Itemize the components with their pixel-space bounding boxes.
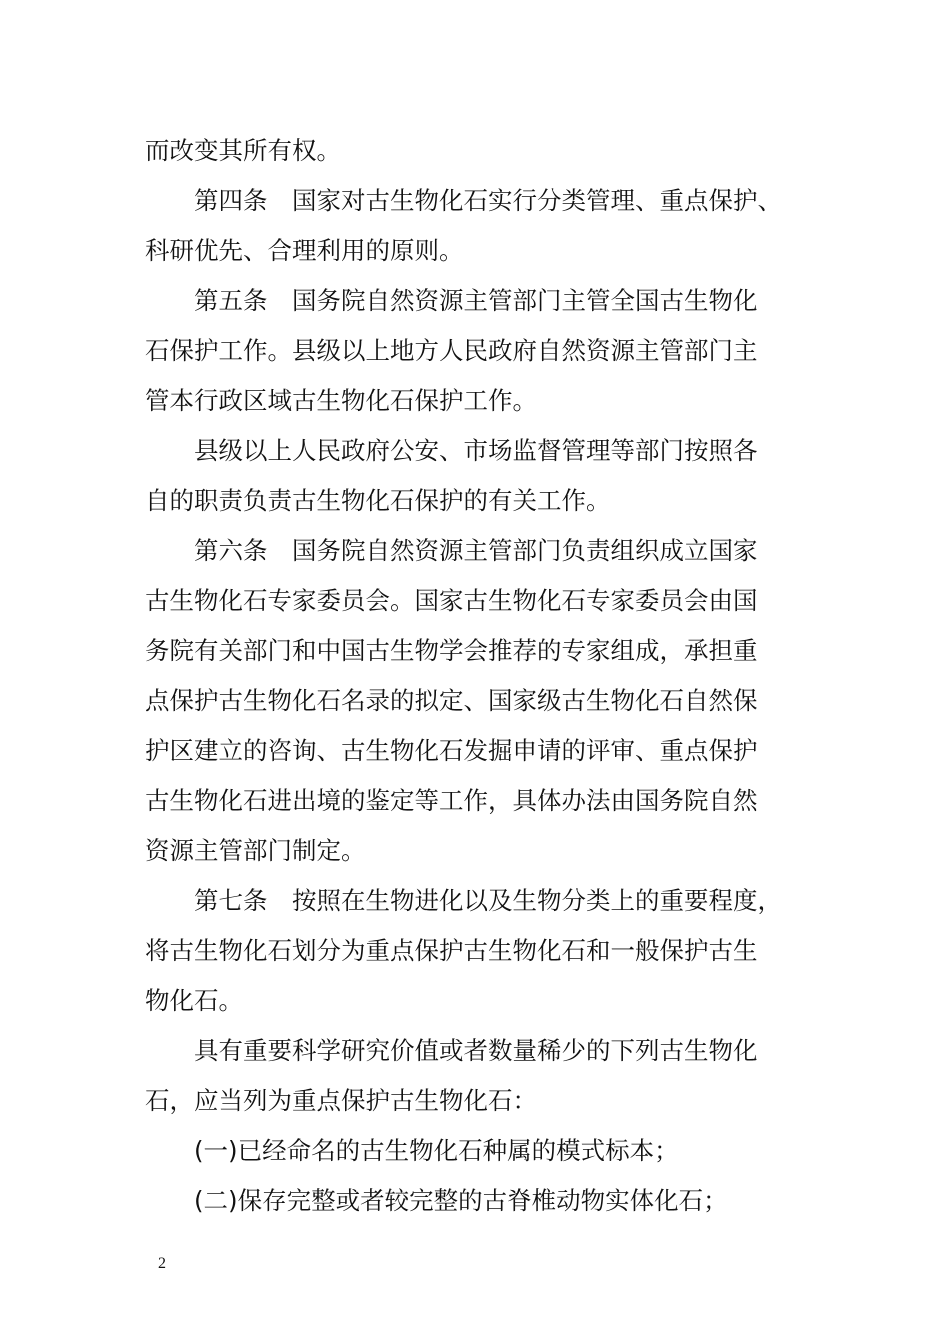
text-line: (一)已经命名的古生物化石种属的模式标本；: [194, 1136, 679, 1165]
text-line: 县级以上人民政府公安、市场监督管理等部门按照各: [194, 436, 758, 465]
text-line: 物化石。: [145, 986, 243, 1015]
text-line: 管本行政区域古生物化石保护工作。: [145, 386, 537, 415]
text-line: 科研优先、合理利用的原则。: [145, 236, 464, 265]
text-line: 古生物化石专家委员会。国家古生物化石专家委员会由国: [145, 586, 758, 615]
text-line: 将古生物化石划分为重点保护古生物化石和一般保护古生: [145, 936, 758, 965]
text-line: 第四条 国家对古生物化石实行分类管理、重点保护、: [194, 186, 782, 215]
text-line: 第六条 国务院自然资源主管部门负责组织成立国家: [194, 536, 758, 565]
text-line: 自的职责负责古生物化石保护的有关工作。: [145, 486, 611, 515]
text-line: 而改变其所有权。: [145, 136, 341, 165]
text-line: 资源主管部门制定。: [145, 836, 366, 865]
text-line: 石保护工作。县级以上地方人民政府自然资源主管部门主: [145, 336, 758, 365]
text-line: 具有重要科学研究价值或者数量稀少的下列古生物化: [194, 1036, 758, 1065]
page-number: 2: [158, 1255, 166, 1272]
text-line: 点保护古生物化石名录的拟定、国家级古生物化石自然保: [145, 686, 758, 715]
text-line: 务院有关部门和中国古生物学会推荐的专家组成，承担重: [145, 636, 758, 665]
text-line: 第七条 按照在生物进化以及生物分类上的重要程度，: [194, 886, 782, 915]
text-line: (二)保存完整或者较完整的古脊椎动物实体化石；: [194, 1186, 728, 1215]
text-line: 石，应当列为重点保护古生物化石：: [145, 1086, 537, 1115]
text-line: 护区建立的咨询、古生物化石发掘申请的评审、重点保护: [145, 736, 758, 765]
text-line: 第五条 国务院自然资源主管部门主管全国古生物化: [194, 286, 758, 315]
text-line: 古生物化石进出境的鉴定等工作，具体办法由国务院自然: [145, 786, 758, 815]
